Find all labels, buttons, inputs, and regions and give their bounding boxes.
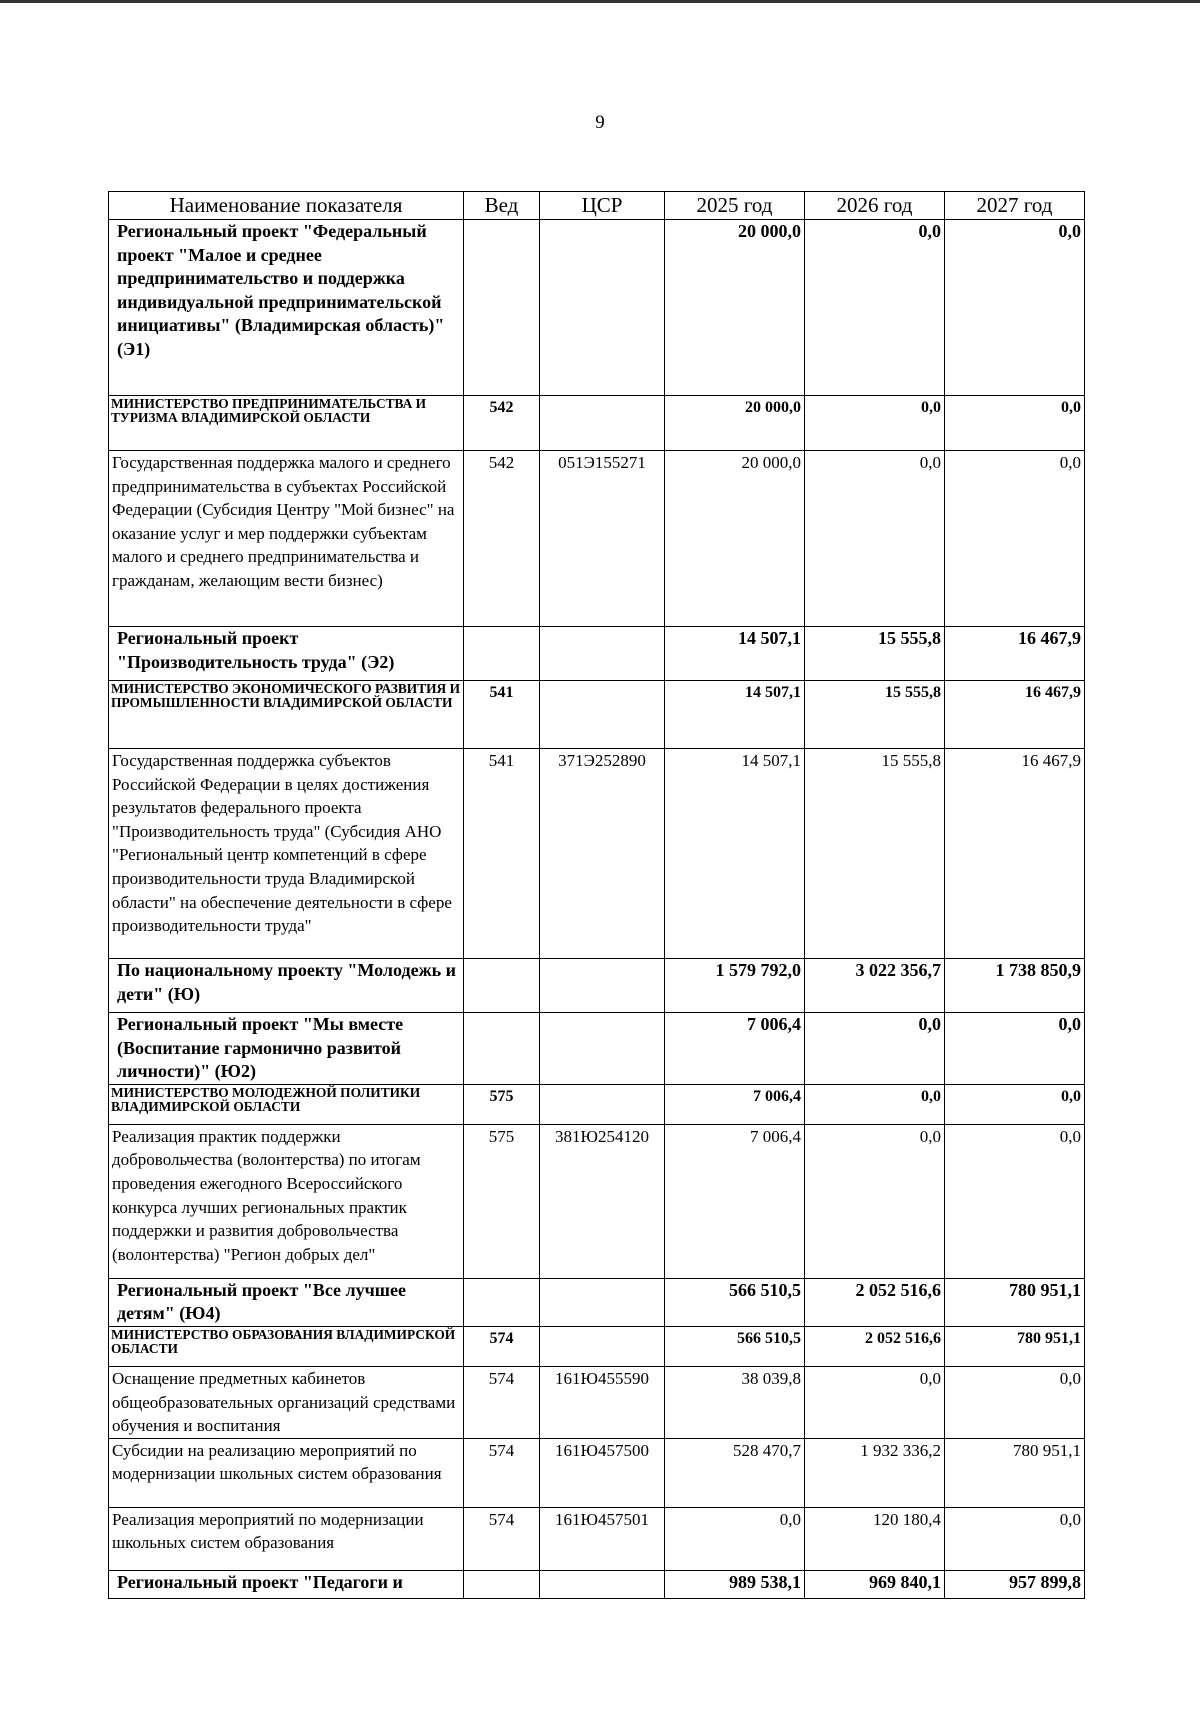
row-value-2027: 0,0 — [945, 220, 1085, 396]
row-value-2025: 20 000,0 — [665, 220, 805, 396]
row-value-2027: 780 951,1 — [945, 1278, 1085, 1326]
row-csr: 161Ю457500 — [540, 1438, 665, 1507]
row-csr — [540, 681, 665, 749]
row-value-2026: 15 555,8 — [805, 749, 945, 959]
row-value-2025: 1 579 792,0 — [665, 959, 805, 1013]
row-ved — [464, 220, 540, 396]
row-value-2026: 2 052 516,6 — [805, 1278, 945, 1326]
row-name: Региональный проект "Все лучшее детям" (Ю4) — [109, 1278, 464, 1326]
row-value-2026: 0,0 — [805, 1013, 945, 1085]
row-ved: 575 — [464, 1124, 540, 1278]
row-name: МИНИСТЕРСТВО МОЛОДЕЖНОЙ ПОЛИТИКИ ВЛАДИМИРСКОЙ ОБЛАСТИ — [109, 1084, 464, 1124]
row-csr — [540, 1326, 665, 1366]
row-name: Региональный проект "Производительность труда" (Э2) — [109, 627, 464, 681]
row-value-2025: 989 538,1 — [665, 1570, 805, 1598]
item-row — [109, 1124, 1085, 1278]
row-value-2027: 0,0 — [945, 1366, 1085, 1438]
row-value-2027: 0,0 — [945, 1124, 1085, 1278]
row-name: По национальному проекту "Молодежь и дети" (Ю) — [109, 959, 464, 1013]
row-value-2027: 16 467,9 — [945, 681, 1085, 749]
row-ved — [464, 1278, 540, 1326]
row-ved — [464, 1570, 540, 1598]
project-row — [109, 220, 1085, 396]
row-value-2027: 1 738 850,9 — [945, 959, 1085, 1013]
row-name: Реализация практик поддержки добровольчества (волонтерства) по итогам проведения ежегодного Всероссийского конкурса лучших региональных практик поддержки и развития добровольчества (волонтерства) "Регион добрых дел" — [109, 1124, 464, 1278]
row-value-2025: 14 507,1 — [665, 681, 805, 749]
row-value-2026: 15 555,8 — [805, 681, 945, 749]
row-value-2025: 14 507,1 — [665, 749, 805, 959]
row-value-2027: 957 899,8 — [945, 1570, 1085, 1598]
item-row — [109, 749, 1085, 959]
row-value-2026: 0,0 — [805, 451, 945, 627]
row-value-2026: 3 022 356,7 — [805, 959, 945, 1013]
ministry-row — [109, 681, 1085, 749]
item-row — [109, 451, 1085, 627]
row-csr: 051Э155271 — [540, 451, 665, 627]
row-csr: 161Ю457501 — [540, 1507, 665, 1570]
project-row — [109, 1013, 1085, 1085]
row-name: Государственная поддержка малого и среднего предпринимательства в субъектах Российской Федерации (Субсидия Центру "Мой бизнес" на оказание услуг и мер поддержки субъектам малого и среднего предпринимательства и гражданам, желающим вести бизнес) — [109, 451, 464, 627]
row-value-2025: 20 000,0 — [665, 451, 805, 627]
row-value-2026: 15 555,8 — [805, 627, 945, 681]
row-value-2027: 780 951,1 — [945, 1438, 1085, 1507]
top-edge-rule — [0, 0, 1200, 3]
row-csr: 381Ю254120 — [540, 1124, 665, 1278]
row-value-2025: 7 006,4 — [665, 1013, 805, 1085]
row-ved: 541 — [464, 681, 540, 749]
row-name: Оснащение предметных кабинетов общеобразовательных организаций средствами обучения и воспитания — [109, 1366, 464, 1438]
row-name: Региональный проект "Мы вместе (Воспитание гармонично развитой личности)" (Ю2) — [109, 1013, 464, 1085]
row-csr: 161Ю455590 — [540, 1366, 665, 1438]
project-row — [109, 959, 1085, 1013]
row-value-2025: 7 006,4 — [665, 1124, 805, 1278]
row-value-2027: 16 467,9 — [945, 749, 1085, 959]
row-value-2025: 566 510,5 — [665, 1326, 805, 1366]
ministry-row — [109, 1084, 1085, 1124]
row-value-2026: 969 840,1 — [805, 1570, 945, 1598]
row-csr — [540, 1570, 665, 1598]
row-name: Региональный проект "Федеральный проект "Малое и среднее предпринимательство и поддержка индивидуальной предпринимательской инициативы" (Владимирская область)" (Э1) — [109, 220, 464, 396]
row-name: Реализация мероприятий по модернизации школьных систем образования — [109, 1507, 464, 1570]
row-ved: 541 — [464, 749, 540, 959]
row-value-2025: 566 510,5 — [665, 1278, 805, 1326]
row-value-2027: 0,0 — [945, 1507, 1085, 1570]
row-value-2025: 20 000,0 — [665, 396, 805, 451]
row-value-2027: 780 951,1 — [945, 1326, 1085, 1366]
row-ved — [464, 627, 540, 681]
row-name: МИНИСТЕРСТВО ЭКОНОМИЧЕСКОГО РАЗВИТИЯ И ПРОМЫШЛЕННОСТИ ВЛАДИМИРСКОЙ ОБЛАСТИ — [109, 681, 464, 749]
row-ved: 574 — [464, 1326, 540, 1366]
row-name: Региональный проект "Педагоги и — [109, 1570, 464, 1598]
row-csr — [540, 1084, 665, 1124]
row-name: МИНИСТЕРСТВО ОБРАЗОВАНИЯ ВЛАДИМИРСКОЙ ОБЛАСТИ — [109, 1326, 464, 1366]
row-ved: 574 — [464, 1507, 540, 1570]
budget-table — [108, 191, 1085, 1599]
header-2026: 2026 год — [805, 192, 945, 220]
row-value-2025: 7 006,4 — [665, 1084, 805, 1124]
row-ved: 575 — [464, 1084, 540, 1124]
item-row — [109, 1438, 1085, 1507]
row-csr — [540, 220, 665, 396]
header-2025: 2025 год — [665, 192, 805, 220]
row-value-2025: 14 507,1 — [665, 627, 805, 681]
header-name: Наименование показателя — [109, 192, 464, 220]
row-ved: 542 — [464, 396, 540, 451]
row-value-2025: 0,0 — [665, 1507, 805, 1570]
row-ved: 542 — [464, 451, 540, 627]
project-row — [109, 1570, 1085, 1598]
row-csr: 371Э252890 — [540, 749, 665, 959]
row-name: МИНИСТЕРСТВО ПРЕДПРИНИМАТЕЛЬСТВА И ТУРИЗМА ВЛАДИМИРСКОЙ ОБЛАСТИ — [109, 396, 464, 451]
row-value-2027: 0,0 — [945, 1084, 1085, 1124]
item-row — [109, 1366, 1085, 1438]
row-value-2027: 0,0 — [945, 396, 1085, 451]
row-value-2027: 0,0 — [945, 451, 1085, 627]
row-value-2025: 38 039,8 — [665, 1366, 805, 1438]
row-csr — [540, 959, 665, 1013]
page-number: 9 — [595, 112, 605, 133]
row-value-2025: 528 470,7 — [665, 1438, 805, 1507]
ministry-row — [109, 1326, 1085, 1366]
row-csr — [540, 1013, 665, 1085]
header-csr: ЦСР — [540, 192, 665, 220]
row-value-2026: 120 180,4 — [805, 1507, 945, 1570]
row-name: Субсидии на реализацию мероприятий по модернизации школьных систем образования — [109, 1438, 464, 1507]
row-value-2027: 16 467,9 — [945, 627, 1085, 681]
row-csr — [540, 1278, 665, 1326]
project-row — [109, 627, 1085, 681]
row-value-2026: 0,0 — [805, 1084, 945, 1124]
header-2027: 2027 год — [945, 192, 1085, 220]
header-ved: Вед — [464, 192, 540, 220]
ministry-row — [109, 396, 1085, 451]
header-row — [109, 192, 1085, 220]
row-value-2026: 0,0 — [805, 220, 945, 396]
row-ved — [464, 959, 540, 1013]
row-ved — [464, 1013, 540, 1085]
project-row — [109, 1278, 1085, 1326]
row-name: Государственная поддержка субъектов Российской Федерации в целях достижения результатов федерального проекта "Производительность труда" (Субсидия АНО "Региональный центр компетенций в сфере производительности труда Владимирской области" на обеспечение деятельности в сфере производительности труда" — [109, 749, 464, 959]
row-ved: 574 — [464, 1438, 540, 1507]
row-ved: 574 — [464, 1366, 540, 1438]
row-value-2027: 0,0 — [945, 1013, 1085, 1085]
item-row — [109, 1507, 1085, 1570]
row-csr — [540, 627, 665, 681]
row-value-2026: 0,0 — [805, 396, 945, 451]
row-value-2026: 0,0 — [805, 1366, 945, 1438]
row-value-2026: 1 932 336,2 — [805, 1438, 945, 1507]
row-value-2026: 0,0 — [805, 1124, 945, 1278]
row-csr — [540, 396, 665, 451]
row-value-2026: 2 052 516,6 — [805, 1326, 945, 1366]
